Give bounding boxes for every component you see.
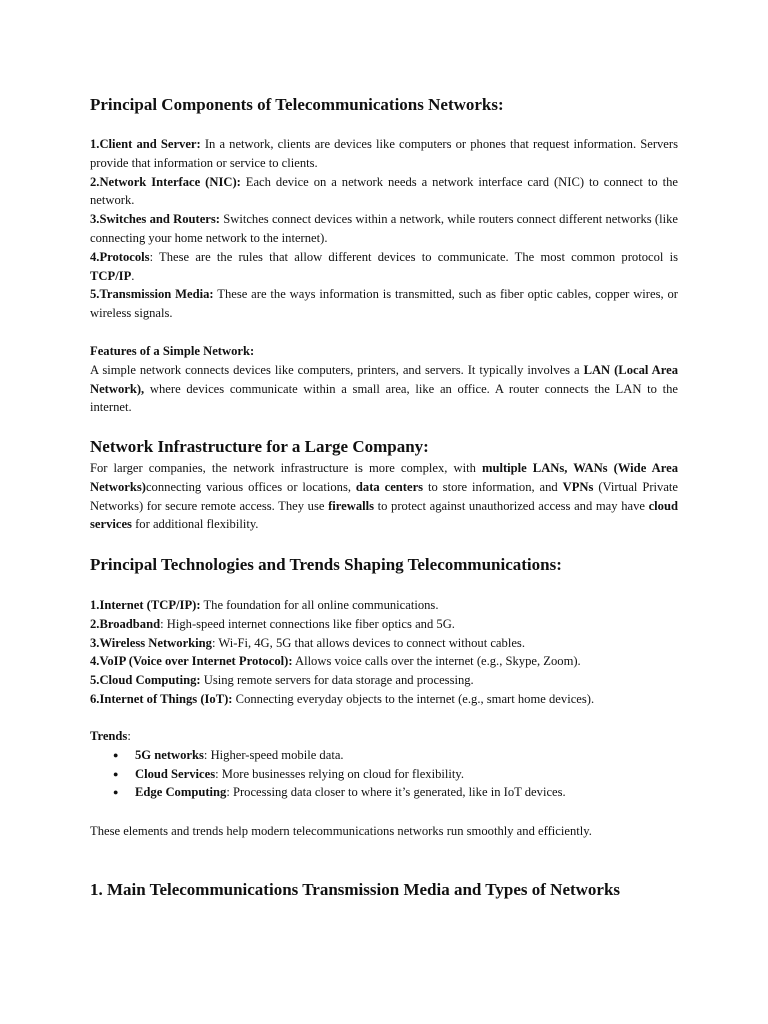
component-item	[90, 173, 678, 211]
technologies-heading: Principal Technologies and Trends Shaping Telecommunications:	[90, 555, 562, 574]
technology-item	[90, 596, 678, 615]
infrastructure-paragraph	[90, 459, 678, 534]
features-text: A simple network connects devices like computers, printers, and servers. It typically involves a	[90, 362, 584, 377]
infra-bold: cloud services	[90, 498, 678, 532]
component-text: : These are the rules that allow different devices to communicate. The most common protocol is	[149, 249, 678, 264]
infra-bold: data centers	[355, 479, 424, 494]
features-section	[90, 342, 678, 417]
technology-item	[90, 615, 678, 634]
trend-text: : Higher-speed mobile data.	[203, 747, 344, 762]
trends-heading	[90, 727, 678, 746]
technology-text: Connecting everyday objects to the internet (e.g., smart home devices).	[232, 691, 595, 706]
technology-label: 3.Wireless Networking	[90, 635, 212, 650]
component-item	[90, 210, 678, 248]
infra-text: (Virtual Private Networks) for secure remote access. They use	[90, 479, 678, 513]
technology-item	[90, 690, 678, 709]
technology-label: 4.VoIP (Voice over Internet Protocol):	[90, 654, 293, 669]
component-label: 2.Network Interface (NIC):	[90, 174, 241, 189]
component-text-end: .	[131, 268, 135, 283]
trend-label: 5G networks	[135, 747, 204, 762]
technology-text: The foundation for all online communications.	[200, 598, 439, 612]
infra-text: for additional flexibility.	[131, 517, 259, 532]
technology-text: : Wi-Fi, 4G, 5G that allows devices to connect without cables.	[211, 635, 525, 650]
trend-text: : More businesses relying on cloud for flexibility.	[215, 766, 465, 781]
technology-text: : High-speed internet connections like fiber optics and 5G.	[160, 616, 455, 631]
component-item	[90, 285, 678, 323]
component-item	[90, 248, 678, 286]
technology-item	[90, 634, 678, 653]
infra-text: For larger companies, the network infrastructure is more complex, with	[90, 461, 482, 475]
trend-item	[90, 783, 678, 802]
component-label: 5.Transmission Media:	[90, 287, 214, 302]
technology-label: 5.Cloud Computing:	[90, 673, 201, 688]
features-heading: Features of a Simple Network:	[90, 344, 255, 358]
component-text: These are the ways information is transmitted, such as fiber optic cables, copper wires, or wireless signals.	[90, 287, 678, 321]
conclusion-paragraph	[90, 822, 678, 841]
component-text: Each device on a network needs a network interface card (NIC) to connect to the network.	[90, 174, 678, 208]
infra-bold: multiple LANs, WANs (Wide Area Networks)	[90, 461, 678, 494]
infra-bold: firewalls	[328, 498, 375, 513]
features-text: where devices communicate within a small area, like an office. A router connects the LAN to the internet.	[90, 381, 678, 415]
technology-item	[90, 652, 678, 671]
infra-text: to protect against unauthorized access and may have	[374, 498, 649, 513]
components-list	[90, 135, 678, 323]
trend-text: : Processing data closer to where it’s generated, like in IoT devices.	[226, 785, 566, 800]
component-text: In a network, clients are devices like computers or phones that request information. Servers provide that information or service to clients.	[90, 137, 678, 170]
features-paragraph	[90, 361, 678, 417]
technology-text: Allows voice calls over the internet (e.g., Skype, Zoom).	[292, 654, 581, 669]
component-label: 1.Client and Server:	[90, 137, 201, 151]
technology-item	[90, 671, 678, 690]
component-label: 3.Switches and Routers:	[90, 212, 220, 227]
section1-heading: 1. Main Telecommunications Transmission Media and Types of Networks	[90, 880, 621, 899]
technology-label: 1.Internet (TCP/IP):	[90, 598, 201, 612]
trends-section	[90, 727, 678, 802]
trend-label: Cloud Services	[135, 766, 216, 781]
component-text: Switches connect devices within a network, while routers connect different networks (like connecting your home network to the internet).	[90, 212, 678, 245]
trend-item	[90, 746, 678, 765]
component-item	[90, 135, 678, 173]
conclusion-text: These elements and trends help modern telecommunications networks run smoothly and efficiently.	[90, 824, 592, 838]
features-bold: LAN (Local Area Network),	[90, 362, 678, 396]
component-label: 4.Protocols	[90, 249, 150, 264]
trends-colon: :	[127, 729, 131, 743]
trend-label: Edge Computing	[135, 785, 227, 800]
protocol-name: TCP/IP	[90, 268, 132, 283]
technology-text: Using remote servers for data storage and processing.	[200, 673, 474, 688]
infrastructure-heading: Network Infrastructure for a Large Company:	[90, 437, 429, 456]
technology-label: 6.Internet of Things (IoT):	[90, 691, 233, 706]
technology-label: 2.Broadband	[90, 616, 161, 631]
infra-text: to store information, and	[423, 479, 563, 494]
components-heading: Principal Components of Telecommunications Networks:	[90, 95, 504, 114]
trend-item	[90, 765, 678, 784]
infra-text: connecting various offices or locations,	[145, 479, 356, 494]
trends-label: Trends	[90, 729, 128, 743]
infra-bold: VPNs	[562, 479, 594, 494]
technologies-list	[90, 596, 678, 709]
trends-list	[90, 746, 678, 802]
